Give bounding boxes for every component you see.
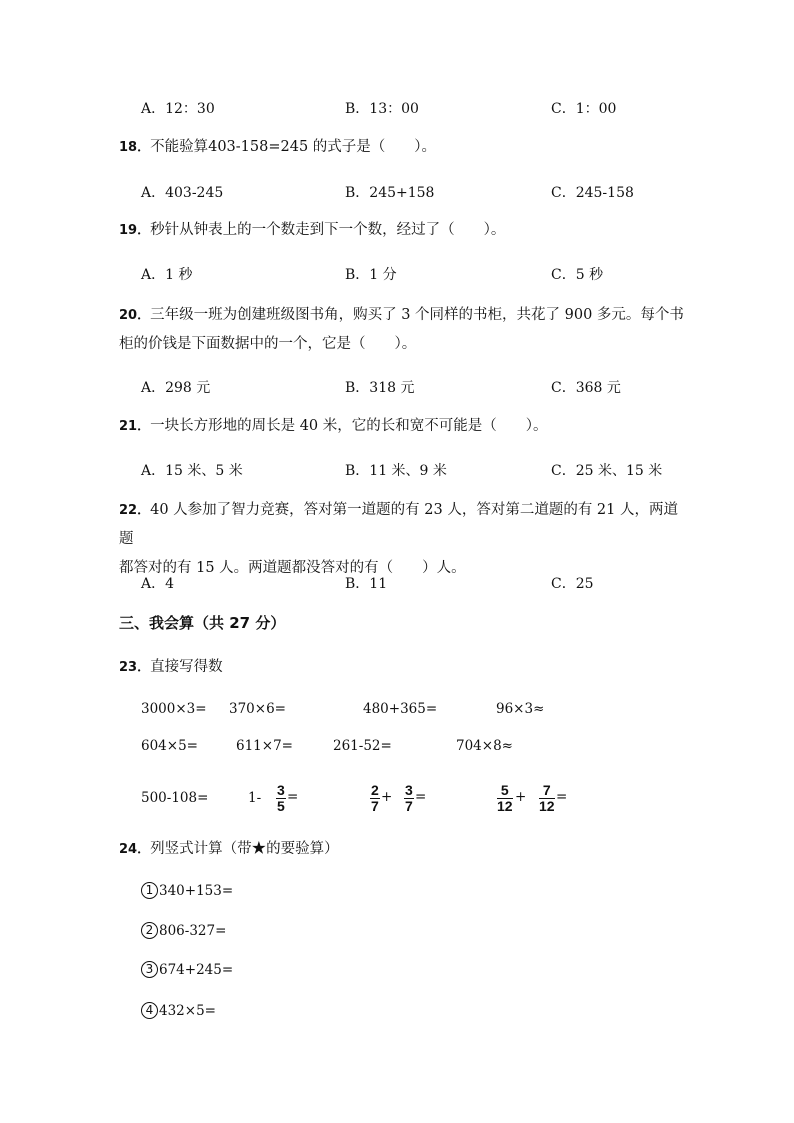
calc-item: 604×5= [141, 738, 198, 754]
question-number: 18． [119, 140, 151, 155]
q19-option-c: C．5 秒 [551, 267, 604, 283]
question-number: 21． [119, 419, 151, 434]
equals-sign: = [415, 789, 427, 805]
question-text-line1: 40 人参加了智力竞赛，答对第一道题的有 23 人，答对第二道题的有 21 人，两道题 [119, 502, 678, 547]
question-text: 秒针从钟表上的一个数走到下一个数，经过了（ ）。 [150, 222, 506, 238]
fraction [370, 783, 380, 814]
circled-number: 2 [141, 922, 158, 939]
q18-options [0, 182, 794, 204]
question-text: 一块长方形地的周长是 40 米，它的长和宽不可能是（ ）。 [150, 418, 548, 434]
fraction-numerator: 3 [405, 782, 413, 798]
fraction-denominator: 7 [405, 798, 413, 814]
q17-option-c: C．1：00 [551, 101, 617, 117]
calc-item: 261-52= [333, 738, 392, 754]
question-21 [119, 412, 689, 441]
q22-option-a: A．4 [141, 576, 175, 592]
question-text: 直接写得数 [150, 659, 223, 675]
vertical-calc-item [141, 923, 226, 940]
q22-options [0, 573, 794, 595]
q19-options [0, 264, 794, 286]
question-number: 24． [119, 842, 151, 857]
calc-item: 611×7= [236, 738, 293, 754]
fraction [497, 783, 513, 814]
question-text-line2: 柜的价钱是下面数据中的一个，它是（ ）。 [119, 336, 417, 352]
q17-options [0, 98, 794, 120]
calc-item: 500-108= [141, 790, 209, 806]
equals-sign: = [287, 789, 299, 805]
question-23 [119, 653, 689, 682]
question-number: 20． [119, 308, 151, 323]
q20-option-a: A．298 元 [141, 380, 211, 396]
question-number: 22． [119, 503, 151, 518]
calc-item: 3000×3= [141, 701, 207, 717]
fraction-denominator: 12 [539, 798, 555, 814]
q18-option-b: B．245+158 [345, 185, 435, 201]
fraction-numerator: 2 [371, 782, 379, 798]
q22-option-b: B．11 [345, 576, 388, 592]
q21-option-b: B．11 米、9 米 [345, 463, 447, 479]
plus-sign: + [381, 789, 393, 805]
calc-expression: 806-327= [159, 923, 227, 939]
question-18 [119, 133, 689, 162]
vertical-calc-item [141, 962, 233, 979]
question-text: 列竖式计算（带★的要验算） [150, 841, 339, 857]
q18-option-a: A．403-245 [141, 185, 224, 201]
question-text: 不能验算403-158=245 的式子是（ ）。 [150, 139, 437, 155]
q20-options [0, 377, 794, 399]
q21-option-c: C．25 米、15 米 [551, 463, 663, 479]
vertical-calc-item [141, 883, 233, 900]
calc-item: 704×8≈ [456, 738, 513, 754]
section-heading: 三、我会算（共 27 分） [119, 614, 286, 632]
equals-sign: = [556, 789, 568, 805]
calc-item: 480+365= [363, 701, 438, 717]
question-22 [119, 496, 689, 583]
question-20 [119, 301, 689, 359]
q20-option-c: C．368 元 [551, 380, 621, 396]
q19-option-b: B．1 分 [345, 267, 397, 283]
fraction-denominator: 5 [277, 798, 285, 814]
fraction-denominator: 12 [497, 798, 513, 814]
fraction [539, 783, 555, 814]
q20-option-b: B．318 元 [345, 380, 415, 396]
question-text-line1: 三年级一班为创建班级图书角，购买了 3 个同样的书柜，共花了 900 多元。每个书 [150, 307, 684, 323]
calc-item: 370×6= [229, 701, 286, 717]
question-24 [119, 835, 689, 864]
circled-number: 1 [141, 882, 158, 899]
q18-option-c: C．245-158 [551, 185, 634, 201]
vertical-calc-item [141, 1003, 216, 1020]
fraction-numerator: 5 [497, 783, 513, 799]
plus-sign: + [515, 789, 527, 805]
fraction [276, 783, 286, 814]
q21-option-a: A．15 米、5 米 [141, 463, 243, 479]
question-19 [119, 216, 689, 245]
circled-number: 3 [141, 961, 158, 978]
calc-expression: 340+153= [159, 883, 234, 899]
calc-expression: 432×5= [159, 1003, 216, 1019]
fraction-numerator: 7 [539, 783, 555, 799]
calc-prefix: 1- [248, 790, 262, 806]
q22-option-c: C．25 [551, 576, 594, 592]
question-number: 23． [119, 660, 151, 675]
fraction [404, 783, 414, 814]
q19-option-a: A．1 秒 [141, 267, 193, 283]
question-text-line2: 都答对的有 15 人。两道题都没答对的有（ ）人。 [119, 560, 466, 576]
question-number: 19． [119, 223, 151, 238]
fraction-denominator: 7 [371, 798, 379, 814]
q17-option-a: A．12：30 [141, 101, 215, 117]
q17-option-b: B．13：00 [345, 101, 419, 117]
calc-expression: 674+245= [159, 962, 234, 978]
calc-item: 96×3≈ [496, 701, 545, 717]
fraction-numerator: 3 [277, 782, 285, 798]
circled-number: 4 [141, 1002, 158, 1019]
q21-options [0, 460, 794, 482]
